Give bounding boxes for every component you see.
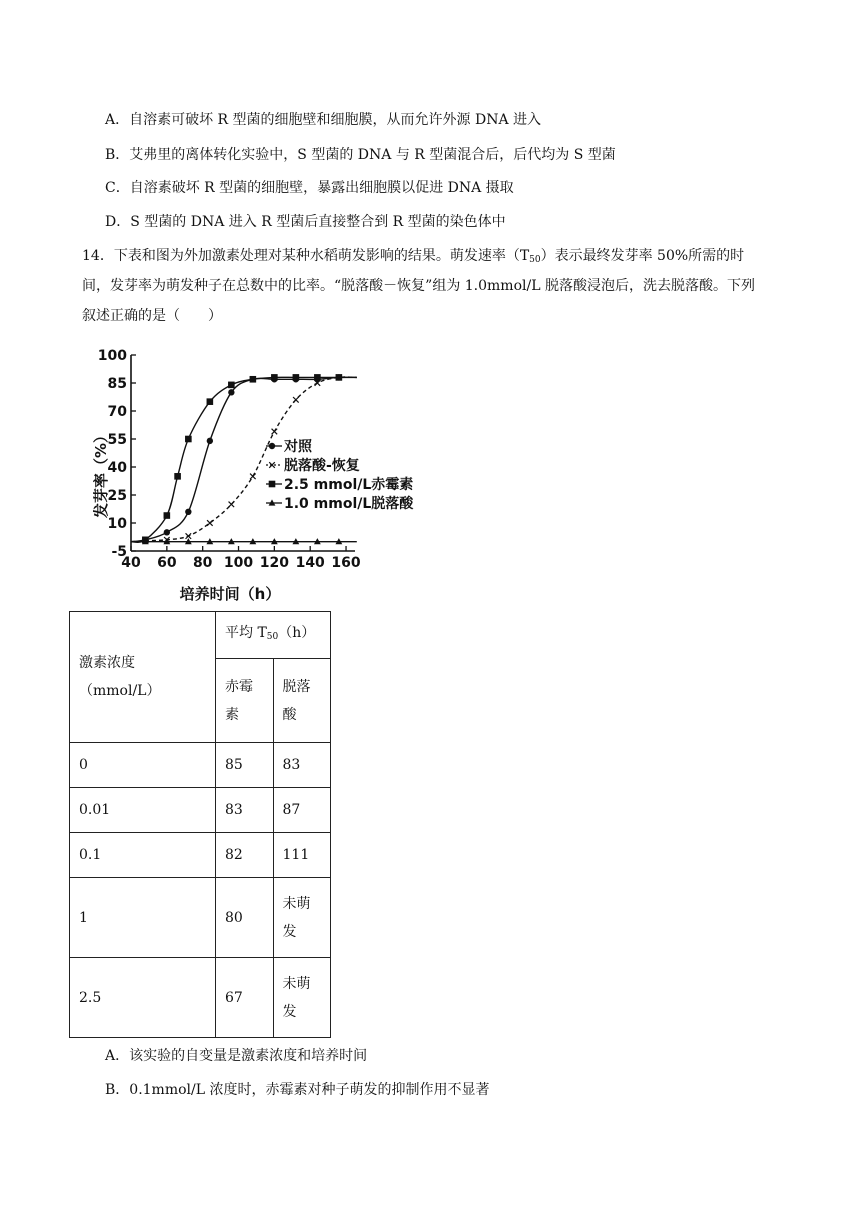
q14-stem-line3: 叙述正确的是（ ）	[82, 308, 222, 324]
q13-option-b: B．艾弗里的离体转化实验中，S 型菌的 DNA 与 R 型菌混合后，后代均为 S 型菌	[105, 147, 616, 163]
data-point	[228, 382, 235, 389]
data-point	[207, 438, 213, 444]
q14-stem-line1: 14．下表和图为外加激素处理对某种水稻萌发影响的结果。萌发速率$(T_{50})$表示最终发芽率 50%所需的时	[82, 248, 745, 265]
legend-label: 脱落酸-恢复	[284, 458, 360, 474]
data-point	[164, 512, 171, 519]
legend-label: 2.5 mmol/L赤霉素	[284, 477, 414, 493]
data-point	[336, 374, 343, 381]
q13-option-c: C．自溶素破坏 R 型菌的细胞壁，暴露出细胞膜以促进 DNA 摄取	[105, 180, 514, 196]
x-tick-label: 80	[192, 555, 213, 571]
cell-abscisic-acid: 111	[273, 833, 331, 878]
y-tick-label: 10	[107, 516, 127, 532]
data-point	[272, 429, 278, 435]
y-tick-label: 40	[107, 460, 127, 476]
y-tick-label: -5	[111, 544, 127, 560]
data-point	[164, 529, 170, 535]
chart-axes	[131, 355, 355, 551]
y-axis-label: 发芽率（%）	[92, 427, 110, 519]
data-point	[293, 397, 299, 403]
data-point	[207, 398, 214, 405]
chart-legend	[266, 439, 414, 512]
cell-abscisic-acid: 未萌发	[273, 958, 331, 1038]
t50-table	[69, 611, 331, 1038]
data-point	[207, 520, 213, 526]
data-point	[293, 374, 300, 381]
x-axis-label: 培养时间（h）	[179, 585, 281, 603]
x-tick-label: 60	[157, 555, 177, 571]
data-point	[271, 374, 278, 381]
cell-gibberellin: 80	[216, 878, 274, 958]
legend-entry	[266, 476, 413, 493]
q14-option-b: B．0.1mmol/L 浓度时，赤霉素对种子萌发的抑制作用不显著	[105, 1082, 490, 1098]
germination-chart	[80, 336, 425, 606]
table-row	[70, 833, 331, 878]
table-row	[70, 958, 331, 1038]
legend-marker	[269, 443, 275, 449]
q14-stem	[82, 246, 782, 336]
table-row	[70, 878, 331, 958]
data-point	[185, 509, 191, 515]
cell-gibberellin: 85	[216, 743, 274, 788]
cell-abscisic-acid: 87	[273, 788, 331, 833]
data-point	[185, 436, 192, 443]
cell-concentration: 0.1	[70, 833, 216, 878]
legend-label: 对照	[284, 439, 312, 455]
cell-concentration: 2.5	[70, 958, 216, 1038]
data-point	[314, 374, 321, 381]
data-point	[186, 533, 192, 539]
x-tick-label: 120	[259, 555, 289, 571]
cell-concentration: 0	[70, 743, 216, 788]
legend-entry	[266, 457, 360, 474]
cell-concentration: 1	[70, 878, 216, 958]
y-tick-label: 25	[107, 488, 127, 504]
data-point	[250, 474, 256, 480]
x-tick-labels	[121, 555, 361, 571]
header-avg-t50: 平均 $T_{50}(h)$	[216, 612, 331, 659]
y-tick-label: 70	[107, 404, 127, 420]
cell-gibberellin: 83	[216, 788, 274, 833]
table-row	[70, 743, 331, 788]
q13-option-d: D．S 型菌的 DNA 进入 R 型菌后直接整合到 R 型菌的染色体中	[105, 214, 506, 230]
legend-entry	[266, 439, 313, 455]
cell-abscisic-acid: 未萌发	[273, 878, 331, 958]
legend-label: 1.0 mmol/L脱落酸	[284, 496, 414, 512]
data-point	[250, 376, 257, 383]
x-tick-label: 100	[223, 555, 254, 571]
y-tick-label: 100	[97, 348, 127, 364]
table-row	[70, 788, 331, 833]
y-tick-label: 85	[107, 376, 127, 392]
legend-entry	[266, 495, 414, 512]
cell-concentration: 0.01	[70, 788, 216, 833]
legend-marker	[269, 481, 276, 488]
q14-stem-line2: 间，发芽率为萌发种子在总数中的比率。“脱落酸－恢复”组为 1.0mmol/L 脱落酸浸泡后，洗去脱落酸。下列	[82, 278, 755, 294]
data-point	[228, 389, 234, 395]
x-tick-label: 140	[295, 555, 325, 571]
data-point	[229, 502, 235, 508]
data-point	[174, 473, 181, 480]
header-abscisic-acid: 脱落酸	[273, 659, 331, 743]
header-gibberellin: 赤霉素	[216, 659, 274, 743]
cell-gibberellin: 82	[216, 833, 274, 878]
q14-option-a: A．该实验的自变量是激素浓度和培养时间	[105, 1048, 368, 1064]
cell-abscisic-acid: 83	[273, 743, 331, 788]
y-tick-label: 55	[107, 432, 127, 448]
x-tick-label: 40	[121, 555, 141, 571]
cell-gibberellin: 67	[216, 958, 274, 1038]
q13-option-a: A．自溶素可破坏 R 型菌的细胞壁和细胞膜，从而允许外源 DNA 进入	[105, 112, 542, 128]
x-tick-label: 160	[331, 555, 361, 571]
header-concentration: 激素浓度（mmol/L）	[70, 612, 216, 743]
series-4	[131, 538, 357, 544]
